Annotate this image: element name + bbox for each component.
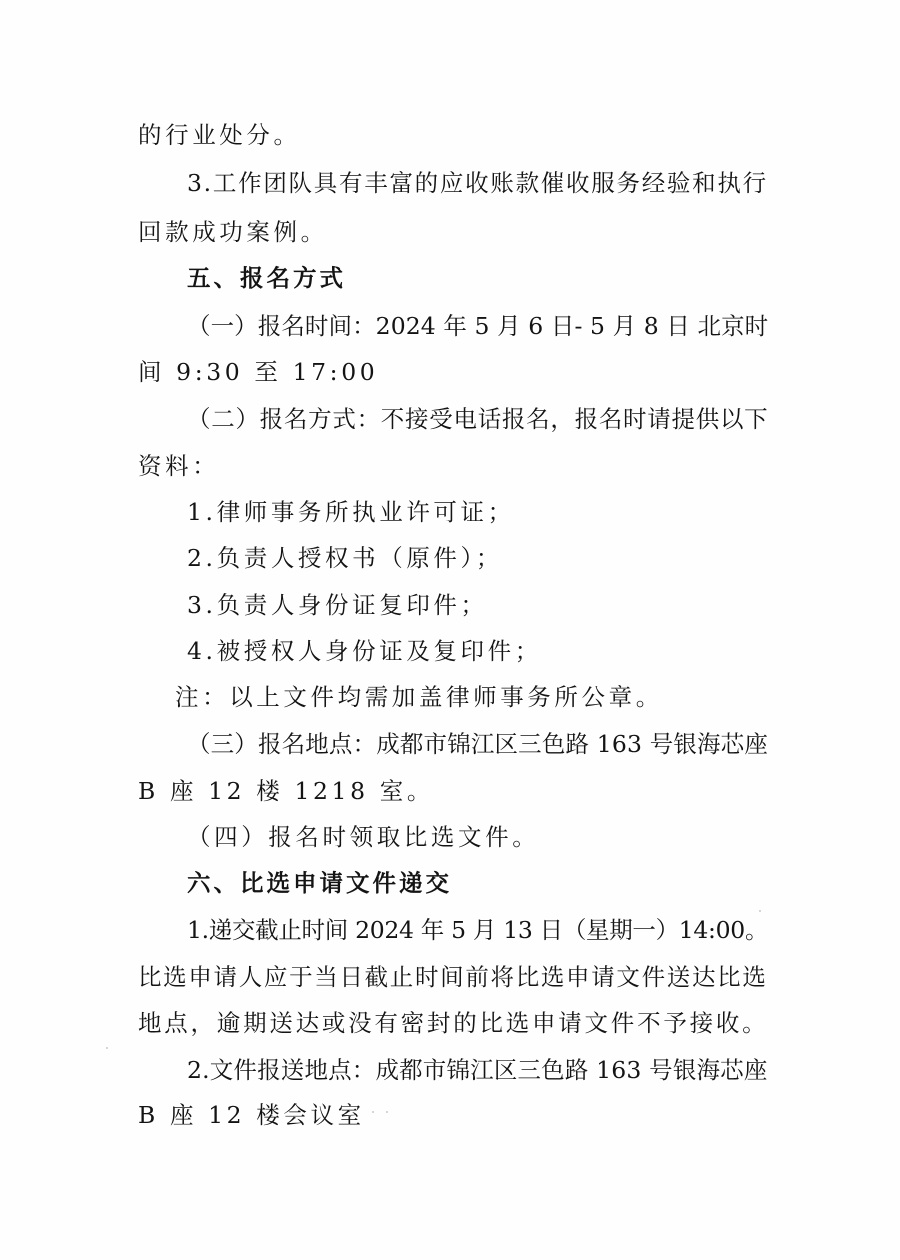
text-line: （二）报名方式：不接受电话报名，报名时请提供以下 [187,405,769,433]
text-line: 间 9:30 至 17:00 [138,358,379,386]
list-item: 4.被授权人身份证及复印件； [187,637,542,665]
scan-speck [759,910,761,912]
text-line: （三）报名地点：成都市锦江区三色路 163 号银海芯座 [187,730,768,758]
note-line: 注：以上文件均需加盖律师事务所公章。 [175,683,663,711]
list-item: 1.律师事务所执业许可证； [187,498,515,526]
list-item: 3.负责人身份证复印件； [187,591,488,619]
text-line: 比选申请人应于当日截止时间前将比选申请文件送达比选 [138,963,768,991]
list-item: 2.负责人授权书（原件）； [187,544,503,572]
text-line: （一）报名时间：2024 年 5 月 6 日- 5 月 8 日 北京时 [187,312,769,340]
text-line: 1.递交截止时间 2024 年 5 月 13 日（星期一）14:00。 [187,916,769,944]
scan-speck [372,1111,374,1113]
text-line: 2.文件报送地点：成都市锦江区三色路 163 号银海芯座 [187,1056,768,1084]
section-heading: 六、比选申请文件递交 [187,869,452,897]
scan-speck [106,1047,108,1049]
scan-speck [386,1111,388,1113]
text-line: 地点，逾期送达或没有密封的比选申请文件不予接收。 [138,1009,769,1037]
section-heading: 五、报名方式 [187,264,346,292]
text-line: 的行业处分。 [138,121,301,149]
text-line: B 座 12 楼 1218 室。 [138,777,434,805]
text-line: 3.工作团队具有丰富的应收账款催收服务经验和执行 [187,169,768,197]
text-line: 回款成功案例。 [138,218,328,246]
text-line: （四）报名时领取比选文件。 [187,823,540,851]
text-line: B 座 12 楼会议室 [138,1101,365,1129]
text-line: 资料： [138,452,220,480]
